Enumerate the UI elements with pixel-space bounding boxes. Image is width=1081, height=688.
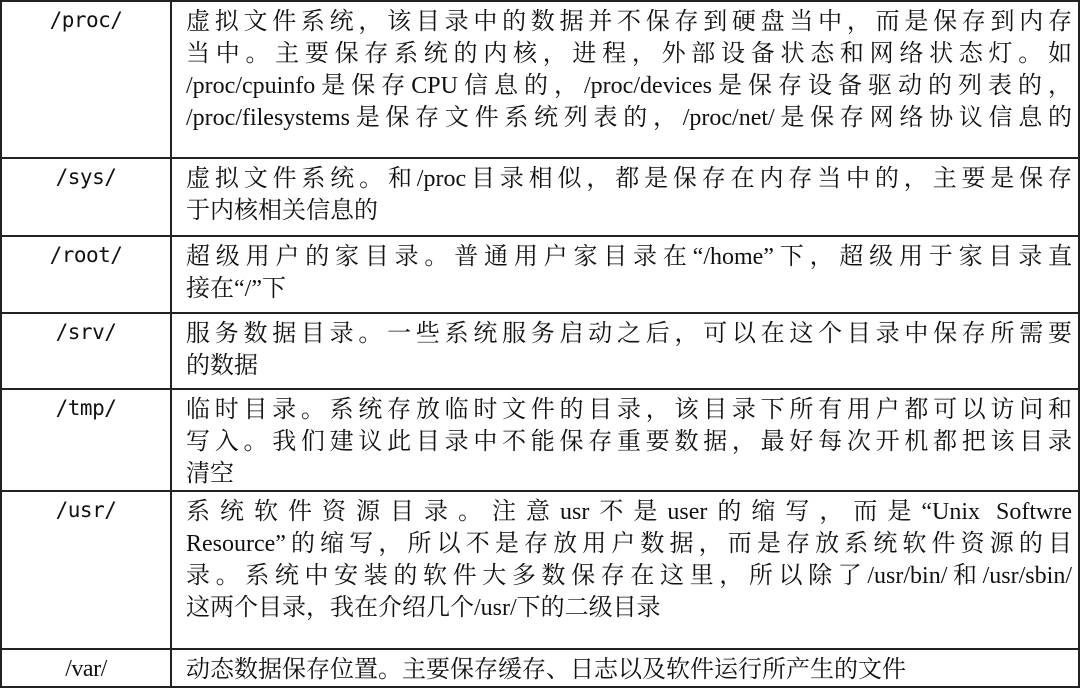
description-line: 录。系统中安装的软件大多数保存在这里，所以除了/usr/bin/和/usr/sbin/ [186,563,1072,589]
description-line: 接在“/”下 [186,276,286,302]
directory-name: /srv/ [1,313,171,389]
description-line: 写入。我们建议此目录中不能保存重要数据，最好每次开机都把该目录 [186,429,1072,455]
table-row [1,1,1079,158]
directory-name: /proc/ [1,1,171,158]
directory-description [171,236,1079,313]
table-row [1,389,1079,491]
description-line: 当中。主要保存系统的内核，进程，外部设备状态和网络状态灯。如 [186,41,1072,67]
description-line: /proc/cpuinfo是保存CPU信息的，/proc/devices是保存设备驱动的列表的， [186,73,1072,99]
directory-name: /usr/ [1,491,171,649]
table-row [1,313,1079,389]
table-row [1,236,1079,313]
directory-description [171,649,1079,687]
description-line: 临时目录。系统存放临时文件的目录，该目录下所有用户都可以访问和 [186,397,1072,423]
description-line: /proc/filesystems是保存文件系统列表的，/proc/net/是保存网络协议信息的 [186,105,1072,131]
table-body [1,1,1079,687]
description-line: 系统软件资源目录。注意usr不是user的缩写，而是“Unix Softwre [186,499,1072,525]
directory-description [171,1,1079,158]
description-line: 动态数据保存位置。主要保存缓存、日志以及软件运行所产生的文件 [186,657,906,683]
directory-name: /root/ [1,236,171,313]
description-line: 这两个目录，我在介绍几个/usr/下的二级目录 [186,595,661,621]
description-line: 的数据 [186,353,258,379]
description-line: 超级用户的家目录。普通用户家目录在“/home”下，超级用于家目录直 [186,244,1072,270]
directory-description [171,389,1079,491]
description-line: 虚拟文件系统。和/proc目录相似，都是保存在内存当中的，主要是保存 [186,166,1072,192]
directory-description [171,158,1079,236]
directory-name: /var/ [1,649,171,687]
description-line: 清空 [186,461,234,487]
description-line: Resource”的缩写，所以不是存放用户数据，而是存放系统软件资源的目 [186,531,1072,557]
directory-description [171,491,1079,649]
directory-name: /tmp/ [1,389,171,491]
description-line: 虚拟文件系统，该目录中的数据并不保存到硬盘当中，而是保存到内存 [186,9,1072,35]
directory-name: /sys/ [1,158,171,236]
table-row [1,158,1079,236]
description-line: 于内核相关信息的 [186,198,378,224]
table-row [1,649,1079,687]
directory-description [171,313,1079,389]
description-line: 服务数据目录。一些系统服务启动之后，可以在这个目录中保存所需要 [186,321,1072,347]
table-row [1,491,1079,649]
